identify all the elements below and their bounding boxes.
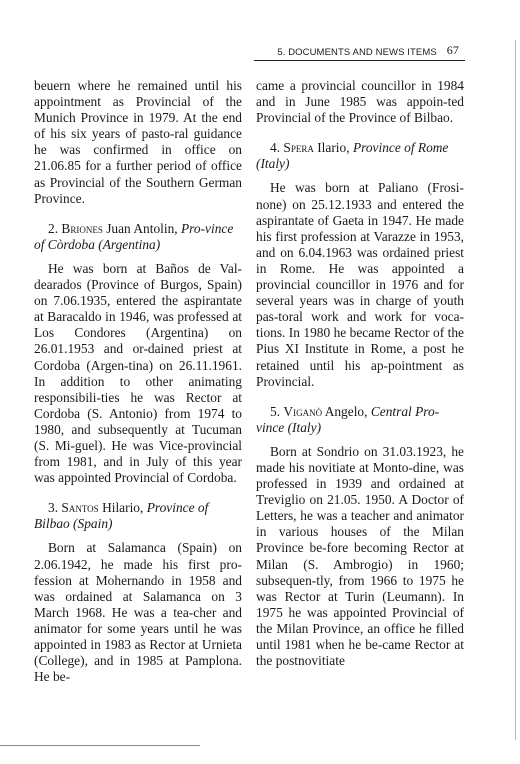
right-column bbox=[256, 78, 464, 669]
left-column bbox=[34, 78, 242, 685]
scan-edge-line bbox=[515, 40, 516, 740]
section-5-given-name: Angelo, bbox=[324, 403, 368, 419]
section-4-province: Province of Rome (Italy) bbox=[256, 140, 449, 172]
section-3-surname: Santos bbox=[61, 500, 99, 516]
section-4-given-name: Ilario, bbox=[317, 140, 350, 156]
section-2-number: 2. bbox=[48, 220, 59, 236]
section-5-heading bbox=[256, 404, 464, 436]
section-2-province: Pro-vince of Còrdoba (Argentina) bbox=[34, 220, 234, 252]
section-3-given-name: Hilario, bbox=[102, 500, 144, 516]
running-header bbox=[254, 42, 459, 58]
page-number: 67 bbox=[446, 43, 459, 57]
section-4-heading bbox=[256, 140, 464, 172]
section-2-given-name: Juan Antolin, bbox=[106, 220, 178, 236]
section-3-body: Born at Salamanca (Spain) on 2.06.1942, he made his first pro-fession at Mohernando in 1958 and was ordained at Salamanca on 3 March 1968. He was a tea-cher and animator for some years until he was appointed in 1983 as Rector at Urnieta (College), and in 1985 at Pamplona. He be- bbox=[34, 540, 242, 685]
section-2-heading bbox=[34, 221, 242, 253]
section-3-number: 3. bbox=[48, 500, 59, 516]
header-rule bbox=[254, 60, 465, 61]
section-5-surname: Viganò bbox=[283, 403, 323, 419]
section-4-body: He was born at Paliano (Frosi-none) on 25.12.1933 and entered the aspirantate of Gaeta in 1947. He made his first profession at Varazze in 1953, and on 6.04.1963 was ordained priest in Rome. He was appointed a provincial councillor in 1976 and for several years was in charge of youth pas-toral work and work for voca-tions. In 1980 he became Rector of the Pius XI Institute in Rome, a post he retained until his ap-pointment as Provincial. bbox=[256, 180, 464, 389]
right-continuation-paragraph: came a provincial councillor in 1984 and in June 1985 was appoin-ted Provincial of the Province of Bilbao. bbox=[256, 78, 464, 126]
section-5-body: Born at Sondrio on 31.03.1923, he made his novitiate at Monto-dine, was professed in 1939 and ordained at Treviglio on 21.05. 1950. A Doctor of Letters, he was a teacher and animator in various houses of the Milan Province be-fore becoming Rector at Milan (S. Ambrogio) in 1960; subsequen-tly, from 1966 to 1975 he was Rector at Turin (Leumann). In 1975 he was appointed Provincial of the Milan Province, an office he filled until 1981 when he be-came Rector at the postnovitiate bbox=[256, 443, 464, 669]
section-2-surname: Briones bbox=[61, 220, 103, 236]
section-5-number: 5. bbox=[270, 403, 281, 419]
section-4-number: 4. bbox=[270, 140, 281, 156]
section-5-province: Central Pro-vince (Italy) bbox=[256, 403, 440, 435]
footer-rule bbox=[0, 745, 200, 746]
section-3-province: Province of Bilbao (Spain) bbox=[34, 500, 209, 532]
running-title: 5. DOCUMENTS AND NEWS ITEMS bbox=[277, 47, 437, 58]
left-continuation-paragraph: beuern where he remained until his appointment as Provincial of the Munich Province in 1979. At the end of his six years of pasto-ral guidance he was confirmed in office on 21.06.85 for a further period of office as Provincial of the Southern German Province. bbox=[34, 78, 242, 206]
section-2-body: He was born at Baños de Val-dearados (Province of Burgos, Spain) on 7.06.1935, entered the aspirantate at Baracaldo in 1946, was professed at Los Condores (Argentina) on 26.01.1953 and or-dained priest at Cordoba (Argen-tina) on 26.11.1961. In addition to other animating responsibili-ties he was Rector at Cordoba (S. Antonio) from 1974 to 1980, and subsequently at Tucuman (S. Mi-guel). He was Vice-provincial from 1981, and in July of this year was appointed Provincial of Cordoba. bbox=[34, 260, 242, 486]
section-4-surname: Spera bbox=[283, 140, 314, 156]
section-3-heading bbox=[34, 500, 242, 532]
